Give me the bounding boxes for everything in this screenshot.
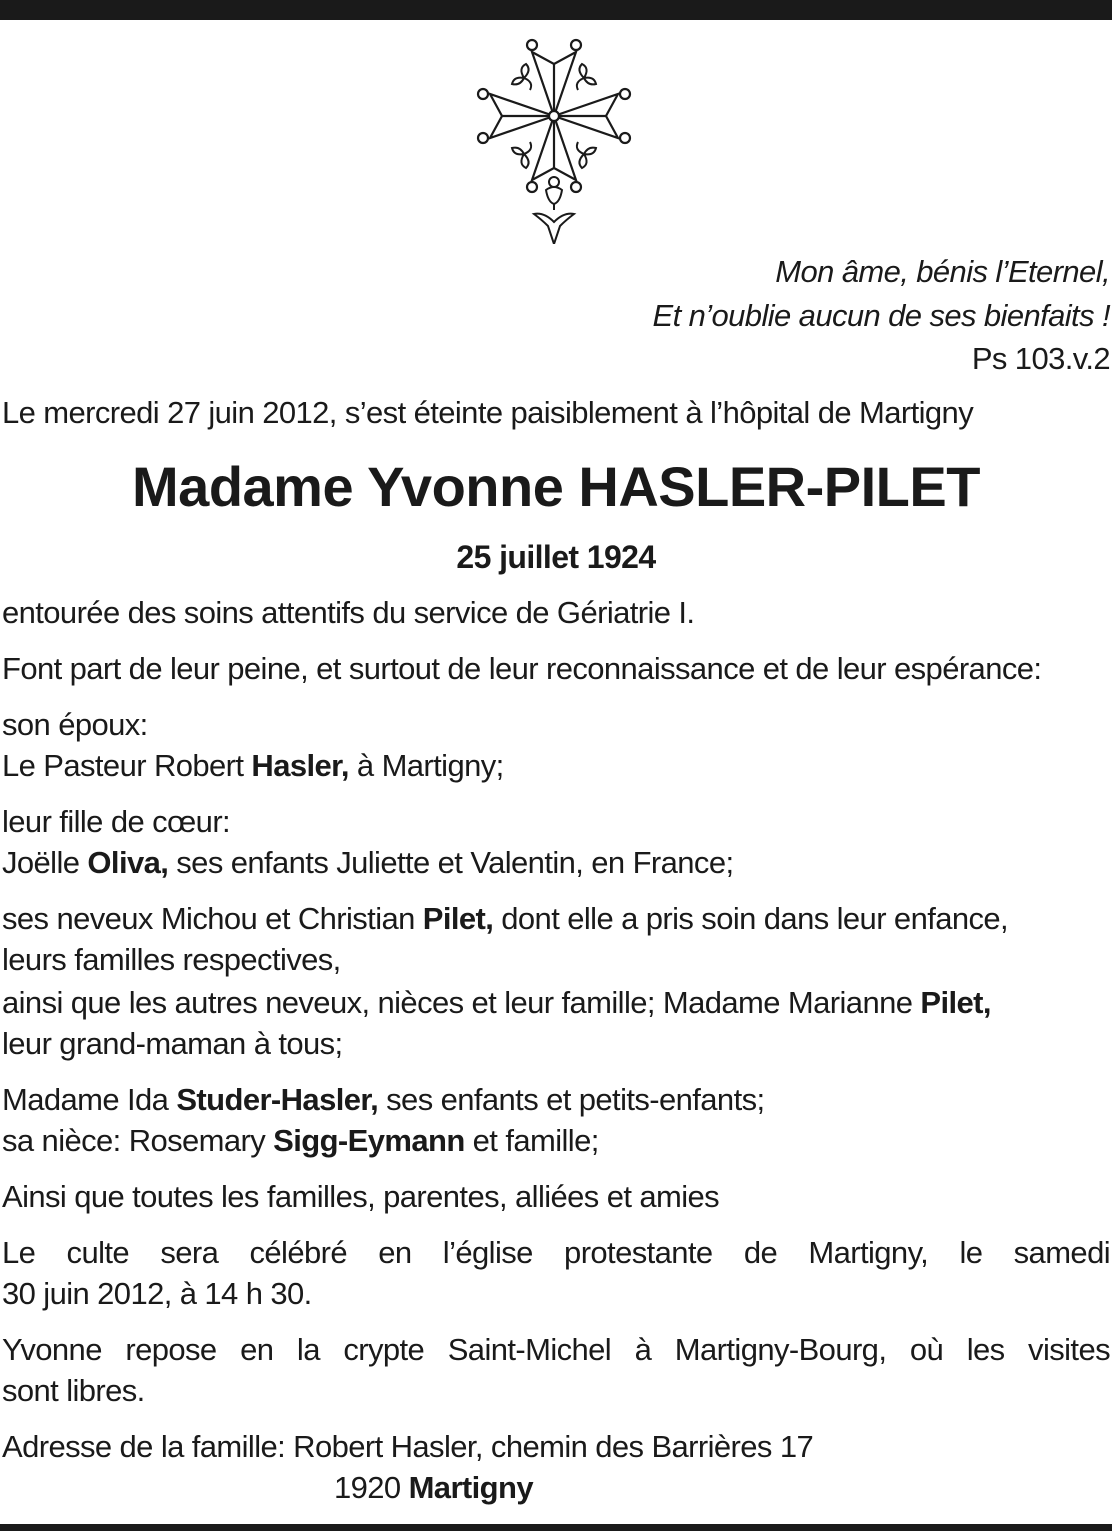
daughter-label: leur fille de cœur: bbox=[2, 804, 231, 839]
niece-line: sa nièce: Rosemary Sigg-Eymann et famille; bbox=[2, 1123, 599, 1158]
verse-line-2: Et n’oublie aucun de ses bienfaits ! bbox=[652, 298, 1110, 333]
verse-line-1: Mon âme, bénis l’Eternel, bbox=[775, 254, 1110, 289]
service-line-2: 30 juin 2012, à 14 h 30. bbox=[2, 1276, 312, 1311]
nephews-line: ses neveux Michou et Christian Pilet, dont elle a pris soin dans leur enfance, bbox=[2, 901, 1009, 936]
ida-surname: Studer-Hasler, bbox=[176, 1082, 379, 1117]
others-line-2: leur grand-maman à tous; bbox=[2, 1026, 343, 1061]
others-line: ainsi que les autres neveux, nièces et leur famille; Madame Marianne Pilet, bbox=[2, 985, 991, 1020]
huguenot-cross-icon bbox=[466, 30, 642, 244]
others-surname: Pilet, bbox=[920, 985, 991, 1020]
rest-line-2: sont libres. bbox=[2, 1373, 145, 1408]
rest-line-1: Yvonne repose en la crypte Saint-Michel à Martigny-Bourg, où les visites bbox=[2, 1332, 1110, 1367]
verse-reference: Ps 103.v.2 bbox=[971, 341, 1110, 376]
bottom-rule bbox=[0, 1524, 1112, 1531]
top-rule bbox=[0, 0, 1112, 20]
service-line-1: Le culte sera célébré en l’église protestante de Martigny, le samedi bbox=[2, 1235, 1110, 1270]
nephews-surname: Pilet, bbox=[422, 901, 494, 936]
address-line-2: 1920 Martigny bbox=[334, 1470, 533, 1505]
address-city: Martigny bbox=[408, 1470, 533, 1505]
spouse-label: son époux: bbox=[2, 707, 148, 742]
birth-date: 25 juillet 1924 bbox=[456, 539, 656, 575]
announcement-text: Font part de leur peine, et surtout de leur reconnaissance et de leur espérance: bbox=[2, 651, 1042, 686]
care-text: entourée des soins attentifs du service de Gériatrie I. bbox=[2, 595, 695, 630]
address-line-1: Adresse de la famille: Robert Hasler, chemin des Barrières 17 bbox=[2, 1429, 814, 1464]
spouse-surname: Hasler, bbox=[251, 748, 349, 783]
all-families-line: Ainsi que toutes les familles, parentes, alliées et amies bbox=[2, 1179, 720, 1214]
daughter-line: Joëlle Oliva, ses enfants Juliette et Valentin, en France; bbox=[2, 845, 734, 880]
intro-text: Le mercredi 27 juin 2012, s’est éteinte paisiblement à l’hôpital de Martigny bbox=[2, 395, 974, 430]
ida-line: Madame Ida Studer-Hasler, ses enfants et petits-enfants; bbox=[2, 1082, 765, 1117]
nephews-line-2: leurs familles respectives, bbox=[2, 942, 341, 977]
deceased-name: Madame Yvonne HASLER-PILET bbox=[132, 455, 980, 518]
daughter-surname: Oliva, bbox=[87, 845, 169, 880]
niece-surname: Sigg-Eymann bbox=[273, 1123, 465, 1158]
spouse-line: Le Pasteur Robert Hasler, à Martigny; bbox=[2, 748, 504, 783]
